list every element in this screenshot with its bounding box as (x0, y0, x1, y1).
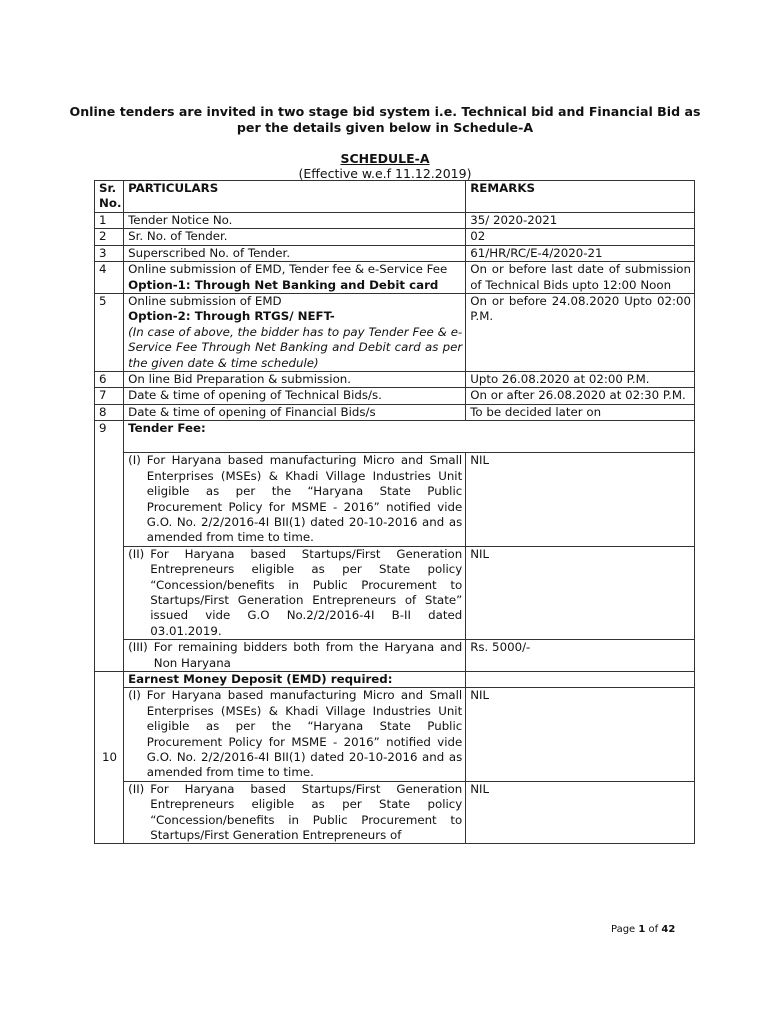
emd-item-text-cell (124, 688, 466, 781)
row-particulars: Online submission of EMD, Tender fee & e-Service Fee (128, 262, 448, 277)
table-row (95, 245, 695, 261)
row-sr: 7 (95, 388, 124, 404)
tender-fee-title: Tender Fee: (124, 421, 695, 453)
item-remarks: NIL (466, 688, 695, 781)
tender-fee-item (95, 453, 695, 546)
row-remarks: Upto 26.08.2020 at 02:00 P.M. (466, 372, 695, 388)
tender-fee-item (95, 640, 695, 672)
row-remarks: On or after 26.08.2020 at 02:30 P.M. (466, 388, 695, 404)
item-label: (II) (128, 781, 145, 796)
item-text: For Haryana based manufacturing Micro and Small Enterprises (MSEs) & Khadi Village Industries Unit eligible as per the “Haryana State Public Procurement Policy for MSME - 2016” notified vide G.O. No. 2/2/2016-4I BII(1) dated 20-10-2016 and as amended from time to time. (146, 453, 463, 545)
table-row (95, 229, 695, 245)
item-text: For Haryana based Startups/First Generation Entrepreneurs eligible as per State policy “Concession/benefits in Public Procurement to Startups/First Generation Entrepreneurs of (150, 781, 463, 843)
row-sr: 4 (95, 262, 124, 294)
table-row (95, 404, 695, 420)
row-particulars: Date & time of opening of Technical Bids/s. (124, 388, 466, 404)
table-header-row (95, 181, 695, 213)
row-particulars: Online submission of EMD (128, 294, 282, 309)
row-remarks: 35/ 2020-2021 (466, 213, 695, 229)
header-sr: Sr. No. (95, 181, 124, 213)
page-prefix: Page (611, 924, 639, 935)
table-row (95, 372, 695, 388)
row-particulars: On line Bid Preparation & submission. (124, 372, 466, 388)
emd-title-remarks-empty (466, 671, 695, 687)
tender-fee-item-text-cell (124, 453, 466, 546)
row-particulars: Tender Notice No. (124, 213, 466, 229)
row-particulars-option: Option-2: Through RTGS/ NEFT- (128, 309, 335, 324)
page-current: 1 (638, 924, 646, 935)
row-particulars: Sr. No. of Tender. (124, 229, 466, 245)
header-particulars: PARTICULARS (124, 181, 466, 213)
tender-fee-title-row (95, 421, 695, 453)
row-particulars: Superscribed No. of Tender. (124, 245, 466, 261)
row-remarks: 61/HR/RC/E-4/2020-21 (466, 245, 695, 261)
emd-item (95, 781, 695, 844)
table-row (95, 388, 695, 404)
emd-title: Earnest Money Deposit (EMD) required: (124, 671, 466, 687)
row-sr: 6 (95, 372, 124, 388)
row-remarks: To be decided later on (466, 404, 695, 420)
item-remarks: Rs. 5000/- (466, 640, 695, 672)
page-of: of (645, 924, 662, 935)
tender-fee-item (95, 546, 695, 639)
row-remarks: On or before last date of submission of Technical Bids upto 12:00 Noon (466, 262, 695, 294)
row-sr: 1 (95, 213, 124, 229)
table-row (95, 262, 695, 294)
table-row (95, 213, 695, 229)
row-remarks: On or before 24.08.2020 Upto 02:00 P.M. (466, 294, 695, 372)
item-remarks: NIL (466, 781, 695, 844)
item-text: For Haryana based Startups/First Generation Entrepreneurs eligible as per State policy “Concession/benefits in Public Procurement to Startups/First Generation Entrepreneurs of State” issued vide G.O No.2/2/2016-4I B-II dated 03.01.2019. (150, 546, 463, 638)
item-label: (I) (128, 453, 141, 468)
schedule-title: SCHEDULE-A (340, 151, 430, 166)
item-label: (III) (128, 640, 148, 655)
row-particulars-cell (124, 294, 466, 372)
row-sr: 8 (95, 404, 124, 420)
row-sr: 10 (95, 671, 124, 843)
item-remarks: NIL (466, 453, 695, 546)
row-sr: 2 (95, 229, 124, 245)
row-sr: 3 (95, 245, 124, 261)
tender-fee-item-text-cell (124, 546, 466, 639)
item-text: For Haryana based manufacturing Micro and Small Enterprises (MSEs) & Khadi Village Industries Unit eligible as per the “Haryana State Public Procurement Policy for MSME - 2016” notified vide G.O. No. 2/2/2016-4I BII(1) dated 20-10-2016 and as amended from time to time. (146, 688, 463, 780)
table-row (95, 294, 695, 372)
emd-item-text-cell (124, 781, 466, 844)
row-particulars: Date & time of opening of Financial Bids/s (124, 404, 466, 420)
item-text: For remaining bidders both from the Haryana and Non Haryana (153, 640, 463, 670)
emd-item (95, 688, 695, 781)
row-particulars-cell (124, 262, 466, 294)
page-total: 42 (661, 924, 676, 935)
row-remarks: 02 (466, 229, 695, 245)
schedule-table (94, 180, 695, 844)
emd-title-row (95, 671, 695, 687)
header-remarks: REMARKS (466, 181, 695, 213)
item-label: (II) (128, 546, 145, 561)
row-sr: 5 (95, 294, 124, 372)
item-label: (I) (128, 688, 141, 703)
row-sr: 9 (95, 421, 124, 672)
schedule-subtitle: (Effective w.e.f 11.12.2019) (298, 166, 472, 181)
row-particulars-option: Option-1: Through Net Banking and Debit card (128, 277, 439, 292)
item-remarks: NIL (466, 546, 695, 639)
document-heading: Online tenders are invited in two stage bid system i.e. Technical bid and Financial Bid as per the details given below in Schedule-A (69, 104, 701, 135)
row-particulars-note: (In case of above, the bidder has to pay Tender Fee & e-Service Fee Through Net Banking and Debit card as per the given date & time schedule) (128, 324, 463, 370)
tender-fee-item-text-cell (124, 640, 466, 672)
page-number (611, 924, 675, 935)
